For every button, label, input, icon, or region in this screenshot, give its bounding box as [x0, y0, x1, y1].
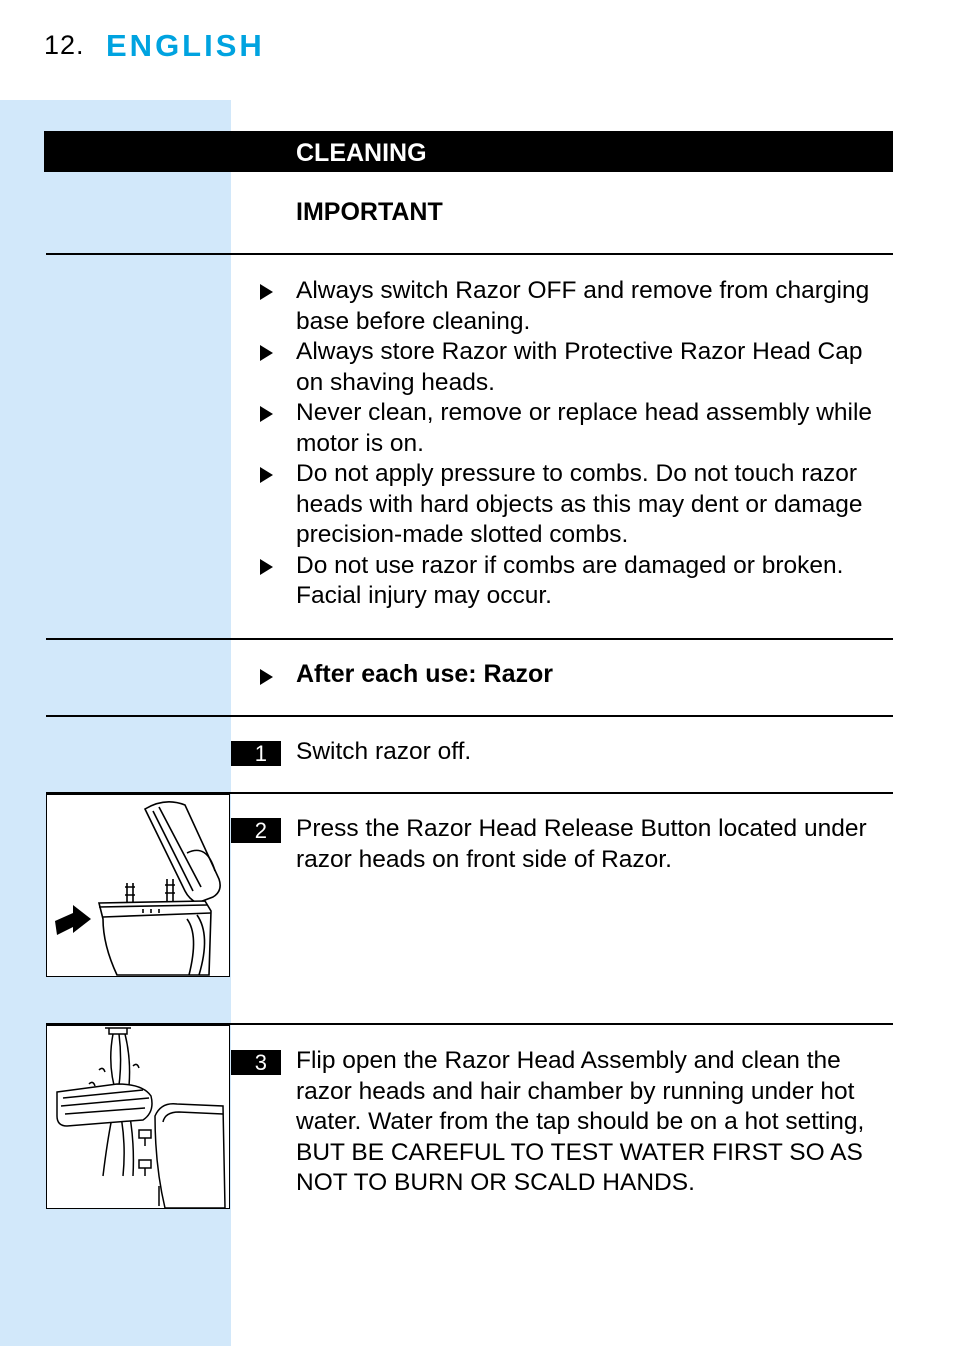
step-number: 1 [254, 741, 267, 766]
step-number: 3 [254, 1050, 267, 1075]
warning-item [258, 398, 888, 459]
step-number-badge [231, 1050, 281, 1075]
divider [46, 253, 893, 255]
after-use-label: After each use: Razor [296, 660, 554, 688]
step-text: Flip open the Razor Head Assembly and clean the razor heads and hair chamber by running under hot water. Water from the tap should be on a hot setting, BUT BE CAREFUL TO TEST WATER FIRST SO AS NOT TO BURN OR SCALD HANDS. [296, 1047, 865, 1196]
warning-text: Always switch Razor OFF and remove from charging base before cleaning. [296, 277, 870, 335]
section-title-bar [44, 131, 893, 172]
bullet-triangle-icon [260, 345, 273, 361]
bullet-triangle-icon [260, 406, 273, 422]
warning-item [258, 337, 888, 398]
warning-item [258, 551, 888, 612]
arrow-icon [55, 905, 91, 935]
warning-text: Never clean, remove or replace head assembly while motor is on. [296, 399, 873, 457]
razor-rinsing-illustration [46, 1025, 230, 1209]
step-number-badge [231, 741, 281, 766]
step-number-badge [231, 818, 281, 843]
razor-release-illustration-svg [47, 795, 229, 976]
divider [46, 715, 893, 717]
razor-release-button-illustration [46, 794, 230, 977]
page-number: 12. [44, 30, 85, 60]
step-text: Press the Razor Head Release Button located under razor heads on front side of Razor. [296, 815, 867, 873]
warning-item [258, 276, 888, 337]
bullet-triangle-icon [260, 669, 273, 685]
warning-text: Always store Razor with Protective Razor Head Cap on shaving heads. [296, 338, 863, 396]
after-use-heading [258, 660, 553, 689]
important-heading: IMPORTANT [296, 198, 443, 226]
razor-rinsing-illustration-svg [47, 1026, 229, 1208]
warning-text: Do not use razor if combs are damaged or broken. Facial injury may occur. [296, 551, 844, 609]
language-heading: ENGLISH [106, 28, 265, 63]
bullet-triangle-icon [260, 467, 273, 483]
warning-list [258, 276, 888, 612]
step-number: 2 [254, 818, 267, 843]
warning-text: Do not apply pressure to combs. Do not touch razor heads with hard objects as this may dent or damage precision-made slotted combs. [296, 460, 863, 548]
section-title: CLEANING [296, 139, 427, 167]
divider [46, 638, 893, 640]
step-text: Switch razor off. [296, 738, 472, 765]
warning-item [258, 459, 888, 551]
bullet-triangle-icon [260, 559, 273, 575]
bullet-triangle-icon [260, 284, 273, 300]
